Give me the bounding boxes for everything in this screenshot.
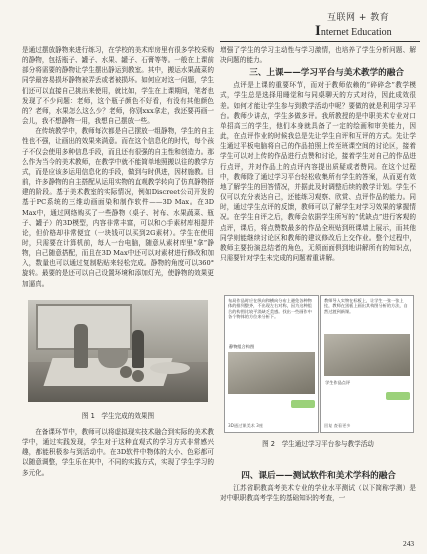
page-number: 243 (403, 539, 415, 548)
phone-screenshot-left (224, 295, 319, 433)
figure-2-image (224, 295, 414, 433)
figure-2-caption: 图 2 学生通过学习平台参与教学活动 (262, 440, 374, 448)
header-rule (220, 41, 420, 42)
fruit-shape (132, 370, 144, 382)
figure-1-caption: 图 1 学生完成的效果图 (81, 412, 155, 420)
phone-screenshot-right (320, 295, 414, 433)
english-initial: I (315, 23, 321, 39)
phone-footer: 回复 查看更多 (324, 423, 351, 428)
phone-image (324, 334, 410, 376)
right-column-top (220, 45, 416, 263)
paragraph: 在传统教学中，教师每次都是自己摆放一组静物，学生的自主性也不强，让画出的效果来满意。而在这个信息化的时代，每个孩子不仅会使用多种信息手段，而且还有很强的自主性和创造力。那么作为当今的美术教师，在教学中就不能简单地照搬以往的教学方式，而是应该多运用信息化的手段，做到与时俱进，因材施教。目前，许多静物的自主搭配从运用实物的直观教学转向了仿真静物搭建的阶段。基于美术教室的实际情况，例如Discreet公司开发的基于PC系统的三维动画面染和制作软件——3D Max。在3D Max中，通过网络购买了一些静物（桌子、衬布、水果蔬菜、瓶子、罐子）的3D模型，内容非常丰富，可以和○手素材库相提并论，但价格却非常便宜（一块钱可以买到2G素材）。学生在使用时，只需要在计算机前，每人一台电脑，随意从素材库里“拿”静物，自己随意搭配，而且在3D Max中还可以对素材进行修改和加入，数量也可以通过复制粘贴来轻松完成。静物的角度可以360°旋转。最要的是还可以自己设置环境和添加灯光，使静物的效果更加逼真。 (22, 127, 214, 288)
paragraph: 在备课环节中，教师可以将虚拟现实技术融合到实际的美术教学中，通过实践发现，学生对于这种直观式的学习方式非常感兴趣，都能积极参与到活动中。在3D软件中物体的大小、色彩都可以随意调整，学生乐在其中，不同的实践方式，实现了学生学习的多元化。 (22, 428, 214, 477)
journal-section-title: 互联网 + 教育 (327, 13, 390, 23)
bottle-shape (132, 330, 144, 368)
paragraph: 点评是上课的重要环节，而对于教师依赖的“碎碎念”教学模式，学生总是选择用睡觉和与同桌聊天的方式对待，因此成效很差。如何才能让学生参与到教学活动中呢？要做的就是利用学习平台。教师少讲点，学生多做多评。我所教授的是中职美术专业对口单招高三的学生，他们本身就具备了一定的绘画和审美能力，因此，在点评作业的时候我总是先让学生自评和互评的方式。先让学生通过平板电脑将自己的作品拍照上传至班课空间的讨论区，接着学生可以对上传的作品进行点赞和讨论，接着学生对自己的作品进行点评，并对作品上的点评内容提出质疑或者赞同。在这个过程中，教师除了通过学习平台轻松收集所有学生的答案，从而更有效地了解学生的回答情况，并据此及时调整后续的教学计划。学生不仅可以充分表达自己，还能练习观察、欣赏、点评作品的能力。同时，通过学生点评的反馈，教师可以了解学生对学习效果的掌握情况。在学生自评之后，教师会依据学生所写的“优缺点”进行客观的点评，课后，将点赞数最多的作品全班贴到班课墙上展示，而其他同学则能继续讨论区和教师的建议修改后上交作业。整个过程中，教师主要扮演总结者的角色，无须面面俱到地讲解所有的知识点，只需要针对学生未完成的问题着重讲解。 (220, 81, 416, 262)
bottle-shape (74, 324, 88, 368)
paragraph: 增强了学生的学习主动性与学习激情，也培养了学生分析问题、解决问题的能力。 (220, 46, 416, 65)
figure-1-image (28, 300, 208, 402)
phone-text: 教师导入实物在标板上，让学生一张一张上挂，教师在黑板上画出其构图分析的方法，自然过渡到新课。 (324, 298, 408, 314)
section-3-title: 三、上课——学习平台与美术教学的融合 (249, 68, 404, 79)
phone-footer: 3D通过课美术 3座 (228, 423, 264, 428)
phone-image (228, 352, 315, 394)
left-column-bottom (22, 427, 214, 478)
chat-bubble (386, 392, 410, 400)
section-4-title: 四、课后——测试软件和美术学科的融合 (241, 471, 396, 481)
english-rest: nternet Education (320, 27, 392, 38)
left-column-top (22, 45, 214, 289)
fruit-shape (120, 366, 132, 378)
phone-image-label: 学生作品点评 (325, 380, 351, 385)
right-column-bottom (220, 468, 416, 503)
chat-bubble (291, 400, 315, 408)
phone-image-label: 静物组合构图 (229, 344, 255, 349)
paragraph: 是通过摆放静物来进行练习，在学校的美术库房里有很多学校采购的静物，包括瓶子、罐子、水果、罐子、石膏等等。一般在上课前部分将需要的静物让学生摆出静运到教室。其中，搬运水果蔬菜的同学最容易损坏静物被弄丢或者被损坏。如何应对这一问题，学生们还可以直接自己挑出来使用，就比如，学生在上课期间，笔者也发现了不少问题：老师，这个瓶子颜色不好看，有没有其他颜色的？老师，水果怎么这么少？老师，你别xxx拿走，我还要再画一会儿，我不想静物一用，我想自己摆放一些。 (22, 46, 214, 126)
journal-section-english (315, 23, 392, 40)
pot-shape (98, 348, 128, 368)
phone-text: 布局作品时应在纵向和横向分布上避免各种物体的排列整齐，不出现左右对称，因为这种组合的构图比较平淡缺乏美感。找出一些画作中各个物体的方位来分析下。 (228, 298, 312, 320)
paragraph: 江苏省职教高考美术专业的学业水平测试（以下简称学测）是对中职职教高考学生的基础知识的考查，一 (220, 484, 416, 503)
plate-shape (150, 362, 190, 374)
